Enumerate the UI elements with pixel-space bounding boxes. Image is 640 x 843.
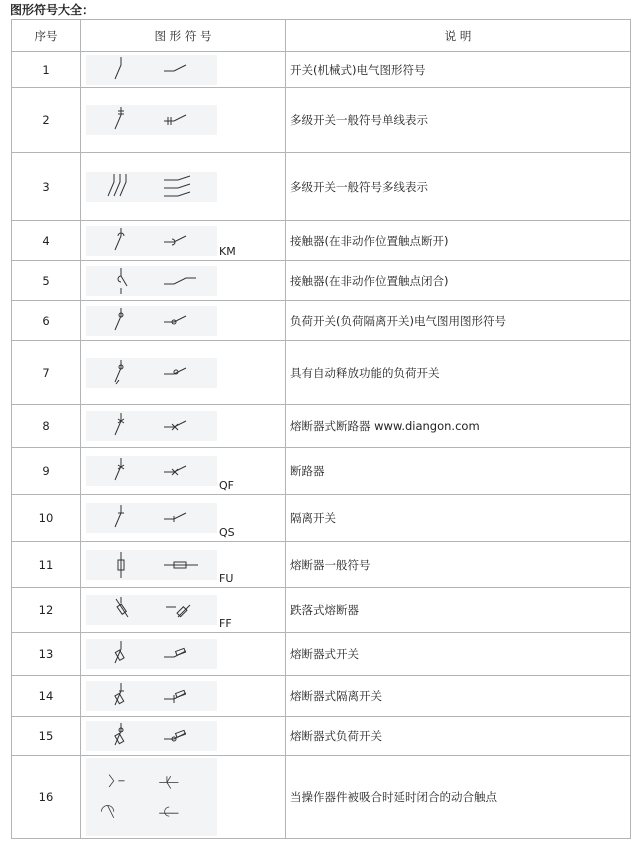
symbol-cell bbox=[81, 301, 286, 341]
header-index: 序号 bbox=[12, 20, 81, 52]
table-row bbox=[12, 717, 631, 756]
symbol-table bbox=[11, 19, 631, 839]
table-header-row bbox=[12, 20, 631, 52]
row-number: 10 bbox=[12, 495, 81, 542]
row-description: 熔断器式负荷开关 bbox=[286, 717, 631, 756]
time-delay-contact-icon bbox=[86, 758, 217, 836]
table-row bbox=[12, 676, 631, 717]
row-number: 12 bbox=[12, 588, 81, 633]
load-switch-icon bbox=[86, 306, 217, 336]
row-number: 15 bbox=[12, 717, 81, 756]
row-number: 2 bbox=[12, 88, 81, 153]
table-row bbox=[12, 542, 631, 588]
device-code-label: QS bbox=[219, 526, 235, 539]
symbol-cell bbox=[81, 153, 286, 221]
table-row bbox=[12, 495, 631, 542]
device-code-label: FU bbox=[219, 572, 234, 585]
row-number: 5 bbox=[12, 261, 81, 301]
row-description: 负荷开关(负荷隔离开关)电气图用图形符号 bbox=[286, 301, 631, 341]
row-description: 跌落式熔断器 bbox=[286, 588, 631, 633]
row-number: 9 bbox=[12, 448, 81, 495]
disconnector-icon bbox=[86, 503, 217, 533]
fuse-breaker-icon bbox=[86, 411, 217, 441]
row-number: 6 bbox=[12, 301, 81, 341]
row-description: 具有自动释放功能的负荷开关 bbox=[286, 341, 631, 405]
page-title: 图形符号大全： bbox=[10, 3, 95, 17]
row-number: 8 bbox=[12, 405, 81, 448]
row-description: 多级开关一般符号多线表示 bbox=[286, 153, 631, 221]
symbol-cell bbox=[81, 676, 286, 717]
table-row bbox=[12, 261, 631, 301]
table-row bbox=[12, 405, 631, 448]
header-desc: 说 明 bbox=[286, 20, 631, 52]
table-row bbox=[12, 153, 631, 221]
symbol-cell bbox=[81, 717, 286, 756]
symbol-cell bbox=[81, 52, 286, 88]
row-number: 16 bbox=[12, 756, 81, 839]
table-row bbox=[12, 588, 631, 633]
symbol-cell bbox=[81, 88, 286, 153]
row-description: 熔断器式开关 bbox=[286, 633, 631, 676]
table-row bbox=[12, 301, 631, 341]
drop-out-fuse-icon bbox=[86, 595, 217, 625]
device-code-label: FF bbox=[219, 617, 232, 630]
symbol-cell bbox=[81, 495, 286, 542]
table-row bbox=[12, 221, 631, 261]
row-number: 3 bbox=[12, 153, 81, 221]
circuit-breaker-icon bbox=[86, 456, 217, 486]
row-number: 11 bbox=[12, 542, 81, 588]
table-row bbox=[12, 88, 631, 153]
contactor-no-icon bbox=[86, 226, 217, 256]
fuse-load-switch-icon bbox=[86, 721, 217, 751]
contactor-nc-icon bbox=[86, 266, 217, 296]
row-description: 接触器(在非动作位置触点闭合) bbox=[286, 261, 631, 301]
symbol-cell bbox=[81, 542, 286, 588]
symbol-cell bbox=[81, 405, 286, 448]
row-description: 接触器(在非动作位置触点断开) bbox=[286, 221, 631, 261]
row-description: 熔断器式隔离开关 bbox=[286, 676, 631, 717]
row-number: 1 bbox=[12, 52, 81, 88]
fuse-disconnector-icon bbox=[86, 681, 217, 711]
row-number: 7 bbox=[12, 341, 81, 405]
symbol-cell bbox=[81, 756, 286, 839]
header-symbol: 图 形 符 号 bbox=[81, 20, 286, 52]
symbol-cell bbox=[81, 341, 286, 405]
fuse-switch-icon bbox=[86, 639, 217, 669]
table-row bbox=[12, 52, 631, 88]
switch-symbol-icon bbox=[86, 55, 217, 85]
multi-pole-switch-single-line-icon bbox=[86, 105, 217, 135]
row-description: 开关(机械式)电气图形符号 bbox=[286, 52, 631, 88]
multi-pole-switch-multi-line-icon bbox=[86, 172, 217, 202]
row-number: 13 bbox=[12, 633, 81, 676]
table-row bbox=[12, 756, 631, 839]
auto-release-load-switch-icon bbox=[86, 358, 217, 388]
table-row bbox=[12, 633, 631, 676]
row-description: 断路器 bbox=[286, 448, 631, 495]
row-description: 熔断器式断路器 www.diangon.com bbox=[286, 405, 631, 448]
device-code-label: QF bbox=[219, 479, 234, 492]
symbol-cell bbox=[81, 588, 286, 633]
table-row bbox=[12, 341, 631, 405]
device-code-label: KM bbox=[219, 245, 236, 258]
table-row bbox=[12, 448, 631, 495]
row-description: 多级开关一般符号单线表示 bbox=[286, 88, 631, 153]
row-number: 14 bbox=[12, 676, 81, 717]
symbol-cell bbox=[81, 448, 286, 495]
fuse-icon bbox=[86, 550, 217, 580]
row-description: 当操作器件被吸合时延时闭合的动合触点 bbox=[286, 756, 631, 839]
row-number: 4 bbox=[12, 221, 81, 261]
row-description: 隔离开关 bbox=[286, 495, 631, 542]
symbol-cell bbox=[81, 261, 286, 301]
row-description: 熔断器一般符号 bbox=[286, 542, 631, 588]
symbol-cell bbox=[81, 221, 286, 261]
symbol-cell bbox=[81, 633, 286, 676]
